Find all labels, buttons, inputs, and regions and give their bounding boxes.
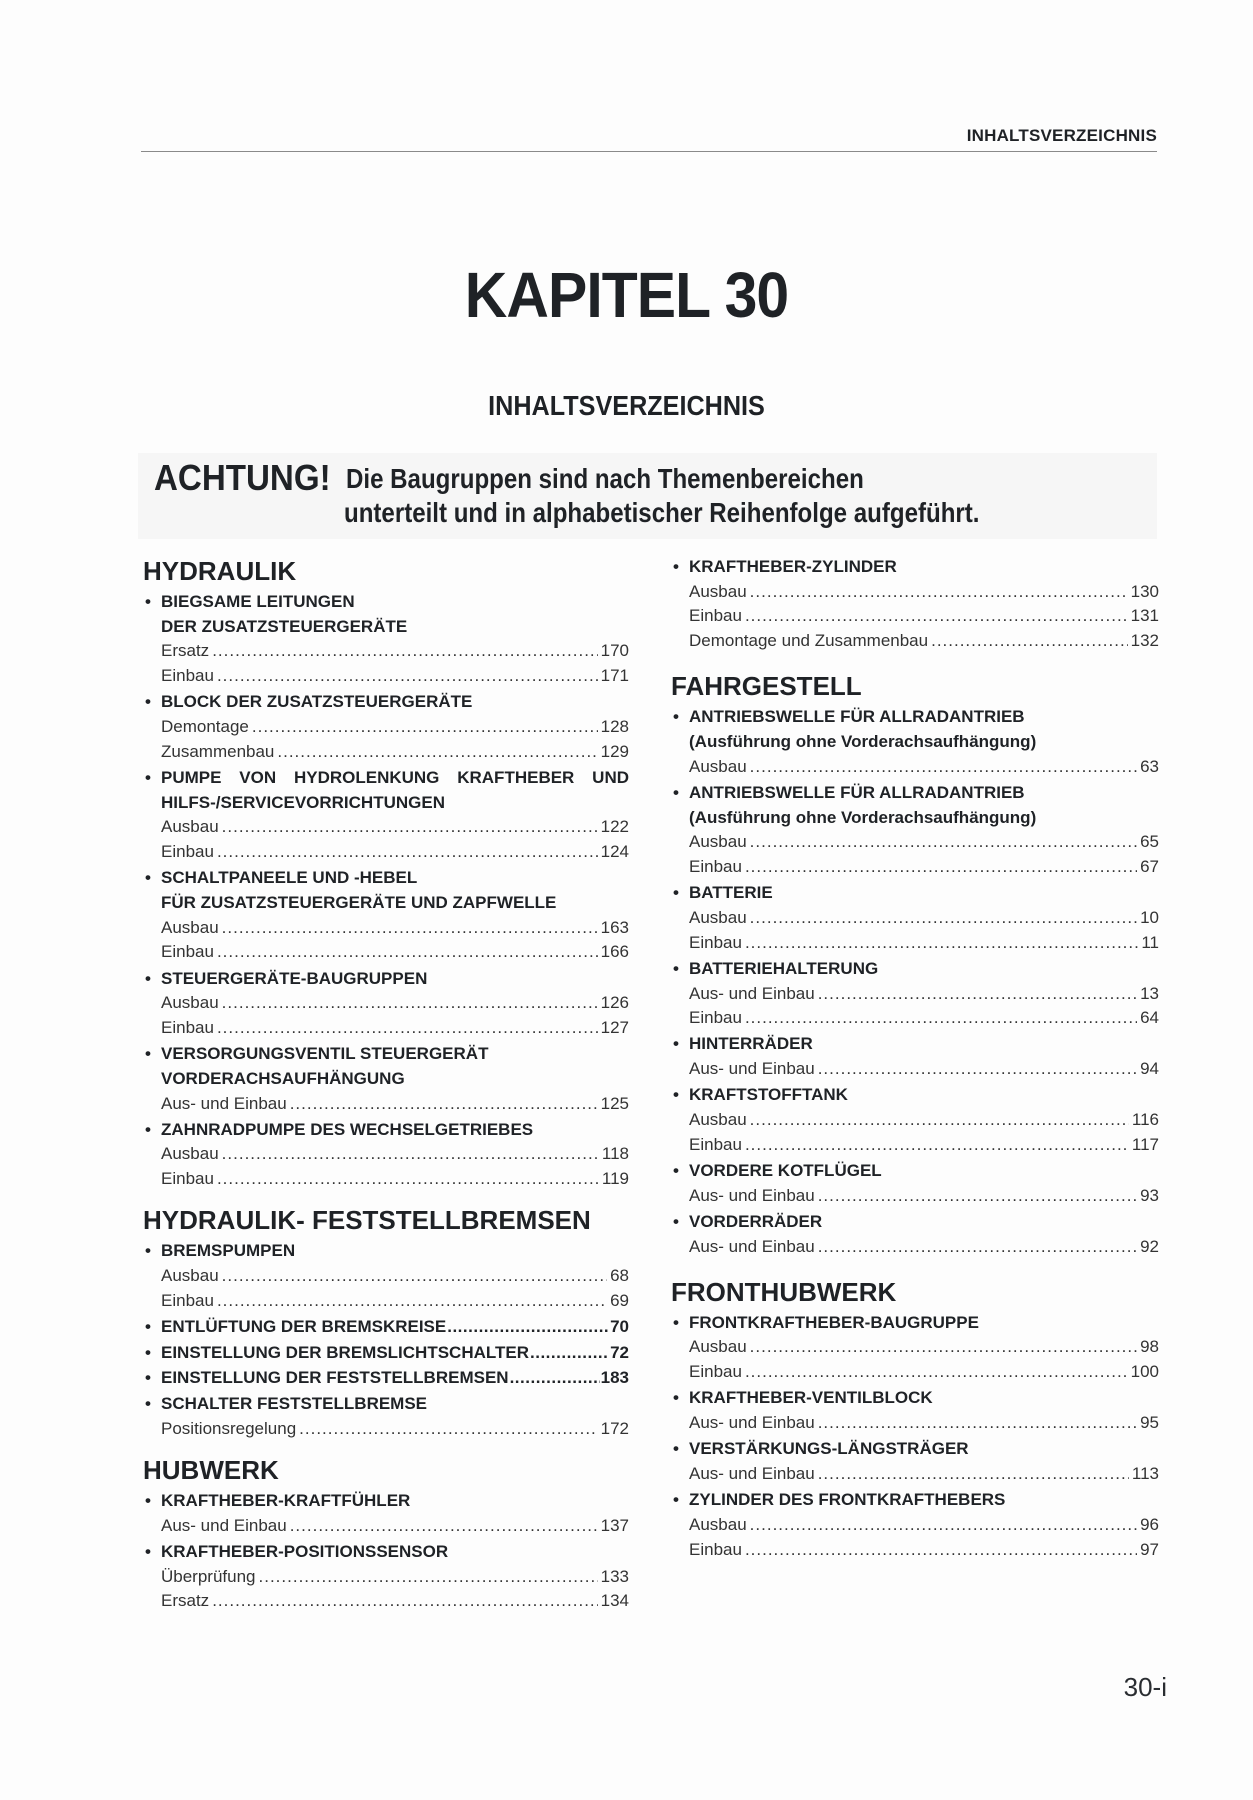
topic-title-line: VORDERACHSAUFHÄNGUNG xyxy=(161,1068,405,1088)
topic-title-line: KRAFTHEBER-KRAFTFÜHLER xyxy=(161,1490,411,1510)
topic-title-line: HILFS-/SERVICEVORRICHTUNGEN xyxy=(161,792,445,812)
toc-entry-link[interactable] xyxy=(689,582,1159,602)
dot-leader xyxy=(259,1567,598,1587)
dot-leader xyxy=(299,1419,597,1439)
dot-leader xyxy=(750,1515,1137,1535)
page-ref: 116 xyxy=(1131,1110,1159,1129)
dot-leader xyxy=(217,1169,599,1189)
dot-leader xyxy=(252,717,598,737)
topic-title-line: KRAFTHEBER-ZYLINDER xyxy=(689,557,897,576)
page-ref: 166 xyxy=(600,942,629,962)
topic-title-line: (Ausführung ohne Vorderachsaufhängung) xyxy=(689,807,1037,827)
bullet-icon: • xyxy=(673,1034,679,1054)
bullet-icon: • xyxy=(145,1541,151,1561)
dot-leader xyxy=(745,857,1137,877)
section-heading: HYDRAULIK- FESTSTELLBREMSEN xyxy=(143,1205,591,1236)
page-ref: 117 xyxy=(1131,1134,1159,1154)
dot-leader xyxy=(217,942,598,962)
toc-entry-link[interactable] xyxy=(161,742,629,762)
bullet-icon: • xyxy=(145,1119,151,1139)
page-ref: 64 xyxy=(1140,1008,1159,1028)
entry-label: Ausbau xyxy=(161,917,219,937)
notice-line-2: unterteilt und in alphabetischer Reihenfolge aufgeführt. xyxy=(344,497,980,528)
topic-title-line: BIEGSAME LEITUNGEN xyxy=(161,592,355,611)
entry-label: Einbau xyxy=(689,606,742,626)
toc-entry-link[interactable] xyxy=(689,1008,1159,1028)
topic-title-line: BREMSPUMPEN xyxy=(161,1241,296,1261)
toc-entry-link[interactable] xyxy=(161,1516,629,1536)
page-ref: 131 xyxy=(1130,606,1159,626)
entry-label: Zusammenbau xyxy=(161,741,275,761)
page-ref: 70 xyxy=(610,1316,629,1336)
dot-leader xyxy=(818,1464,1129,1484)
topic-title-line: ZAHNRADPUMPE DES WECHSELGETRIEBES xyxy=(161,1119,534,1139)
bullet-icon: • xyxy=(145,1044,151,1064)
toc-entry-link[interactable] xyxy=(689,1059,1159,1079)
bullet-icon: • xyxy=(673,883,679,903)
page-ref: 126 xyxy=(600,993,629,1013)
toc-entry-link[interactable] xyxy=(689,933,1159,953)
page-ref: 125 xyxy=(600,1093,629,1113)
toc-entry-link[interactable] xyxy=(689,1515,1159,1535)
toc-topic-link[interactable] xyxy=(143,1343,629,1363)
bullet-icon: • xyxy=(673,1160,679,1180)
page-ref: 68 xyxy=(610,1266,629,1285)
entry-label: Ausbau xyxy=(689,756,747,776)
dot-leader xyxy=(222,1266,607,1286)
page-ref: 137 xyxy=(600,1515,629,1535)
toc-entry-link[interactable] xyxy=(161,1291,629,1311)
toc-entry-link[interactable] xyxy=(161,1094,629,1114)
topic-title-line: ZYLINDER DES FRONTKRAFTHEBERS xyxy=(689,1490,1006,1510)
entry-label: Einbau xyxy=(161,666,214,686)
page-ref: 97 xyxy=(1140,1539,1159,1559)
page-ref: 130 xyxy=(1130,581,1159,601)
dot-leader xyxy=(217,842,598,862)
page-ref: 67 xyxy=(1140,857,1159,876)
notice-label: ACHTUNG! xyxy=(154,457,331,498)
toc-entry-link[interactable] xyxy=(689,1110,1159,1130)
dot-leader xyxy=(217,666,598,686)
entry-label: Ausbau xyxy=(689,907,747,927)
entry-label: Aus- und Einbau xyxy=(161,1093,287,1113)
dot-leader xyxy=(745,1008,1137,1028)
topic-title-line: SCHALTER FESTSTELLBREMSE xyxy=(161,1394,428,1413)
bullet-icon: • xyxy=(673,707,679,727)
entry-label: Ausbau xyxy=(689,832,747,852)
entry-label: Ersatz xyxy=(161,1591,210,1611)
toc-entry-link[interactable] xyxy=(689,1464,1159,1484)
toc-entry-link[interactable] xyxy=(161,717,629,737)
entry-label: Aus- und Einbau xyxy=(689,1463,815,1483)
bullet-icon: • xyxy=(145,592,151,611)
toc-entry-link[interactable] xyxy=(161,1266,629,1286)
toc-entry-link[interactable] xyxy=(689,1186,1159,1206)
entry-label: Aus- und Einbau xyxy=(689,983,815,1003)
running-head: INHALTSVERZEICHNIS xyxy=(966,126,1157,145)
page-ref: 128 xyxy=(600,717,629,736)
dot-leader xyxy=(222,1144,599,1164)
entry-label: Aus- und Einbau xyxy=(689,1059,815,1079)
topic-title: ENTLÜFTUNG DER BREMSKREISE xyxy=(161,1316,447,1336)
page-ref: 11 xyxy=(1141,932,1159,952)
entry-label: Einbau xyxy=(689,1134,742,1154)
dot-leader xyxy=(447,1317,609,1337)
toc-entry-link[interactable] xyxy=(161,666,629,686)
dot-leader xyxy=(510,1368,600,1388)
topic-title-line: BLOCK DER ZUSATZSTEUERGERÄTE xyxy=(161,692,473,712)
page-ref: 113 xyxy=(1131,1463,1159,1483)
entry-label: Aus- und Einbau xyxy=(689,1185,815,1205)
toc-entry-link[interactable] xyxy=(689,1362,1159,1382)
toc-entry-link[interactable] xyxy=(161,1567,629,1587)
entry-label: Einbau xyxy=(161,1169,214,1189)
topic-title-line: PUMPE VON HYDROLENKUNG KRAFTHEBER UND xyxy=(161,767,629,787)
topic-title-line: VERSTÄRKUNGS-LÄNGSTRÄGER xyxy=(689,1439,969,1459)
topic-title: EINSTELLUNG DER FESTSTELLBREMSEN xyxy=(161,1368,509,1388)
dot-leader xyxy=(750,908,1137,928)
page-ref: 172 xyxy=(600,1418,629,1438)
dot-leader xyxy=(217,1291,607,1311)
page-ref: 72 xyxy=(610,1342,629,1362)
page-ref: 129 xyxy=(600,741,629,761)
bullet-icon: • xyxy=(145,968,151,988)
dot-leader xyxy=(818,984,1137,1004)
bullet-icon: • xyxy=(673,1439,679,1459)
page-ref: 119 xyxy=(601,1169,629,1189)
bullet-icon: • xyxy=(145,1394,151,1413)
dot-leader xyxy=(217,1018,598,1038)
dot-leader xyxy=(745,1362,1128,1382)
bullet-icon: • xyxy=(145,1241,151,1261)
topic-title-line: BATTERIEHALTERUNG xyxy=(689,958,879,978)
entry-label: Ausbau xyxy=(161,993,219,1013)
bullet-icon: • xyxy=(673,1312,679,1332)
bullet-icon: • xyxy=(673,1211,679,1231)
entry-label: Ausbau xyxy=(689,1514,747,1534)
dot-leader xyxy=(750,1110,1129,1130)
page-ref: 122 xyxy=(600,817,629,837)
dot-leader xyxy=(222,993,598,1013)
entry-label: Einbau xyxy=(689,1362,742,1382)
section-heading: FRONTHUBWERK xyxy=(671,1276,897,1307)
dot-leader xyxy=(745,1540,1137,1560)
dot-leader xyxy=(530,1343,609,1363)
dot-leader xyxy=(750,1337,1137,1357)
dot-leader xyxy=(745,1135,1129,1155)
section-heading: FAHRGESTELL xyxy=(671,671,862,702)
page-ref: 124 xyxy=(600,842,629,861)
topic-title-line: ANTRIEBSWELLE FÜR ALLRADANTRIEB xyxy=(689,782,1025,802)
dot-leader xyxy=(818,1059,1137,1079)
entry-label: Aus- und Einbau xyxy=(689,1413,815,1432)
bullet-icon: • xyxy=(145,1368,151,1388)
bullet-icon: • xyxy=(673,782,679,802)
toc-entry-link[interactable] xyxy=(689,1540,1159,1560)
page-ref: 100 xyxy=(1130,1362,1159,1382)
page-ref: 183 xyxy=(600,1368,629,1388)
topic-title-line: BATTERIE xyxy=(689,883,773,903)
dot-leader xyxy=(750,757,1137,777)
entry-label: Ausbau xyxy=(161,817,219,837)
bullet-icon: • xyxy=(145,1342,151,1362)
dot-leader xyxy=(222,817,598,837)
chapter-title: KAPITEL 30 xyxy=(464,259,789,331)
toc-entry-link[interactable] xyxy=(689,984,1159,1004)
toc-entry-link[interactable] xyxy=(689,757,1159,777)
dot-leader xyxy=(212,641,597,661)
entry-label: Einbau xyxy=(161,1017,214,1037)
notice-line-1: Die Baugruppen sind nach Themenbereichen xyxy=(346,463,864,494)
topic-title-line: DER ZUSATZSTEUERGERÄTE xyxy=(161,616,408,636)
page-ref: 98 xyxy=(1140,1337,1159,1357)
topic-title-line: HINTERRÄDER xyxy=(689,1034,813,1054)
entry-label: Aus- und Einbau xyxy=(689,1236,815,1256)
toc-entry-link[interactable] xyxy=(689,606,1159,626)
page-ref: 65 xyxy=(1140,832,1159,852)
entry-label: Überprüfung xyxy=(161,1566,256,1586)
page-ref: 134 xyxy=(600,1591,629,1611)
dot-leader xyxy=(750,832,1137,852)
page-ref: 10 xyxy=(1140,907,1159,927)
dot-leader xyxy=(818,1237,1137,1257)
dot-leader xyxy=(745,933,1138,953)
entry-label: Einbau xyxy=(161,842,214,861)
topic-title-line: STEUERGERÄTE-BAUGRUPPEN xyxy=(161,968,428,988)
topic-title-line: KRAFTSTOFFTANK xyxy=(689,1085,848,1105)
entry-label: Einbau xyxy=(689,1539,742,1559)
topic-title-line: FÜR ZUSATZSTEUERGERÄTE UND ZAPFWELLE xyxy=(161,892,557,912)
toc-subtitle: INHALTSVERZEICHNIS xyxy=(488,390,765,421)
toc-entry-link[interactable] xyxy=(161,1169,629,1189)
dot-leader xyxy=(222,918,598,938)
entry-label: Einbau xyxy=(161,1290,214,1310)
dot-leader xyxy=(290,1094,598,1114)
bullet-icon: • xyxy=(673,557,679,576)
toc-topic-link[interactable] xyxy=(143,1368,629,1388)
toc-entry-link[interactable] xyxy=(161,942,629,962)
bullet-icon: • xyxy=(673,1085,679,1105)
topic-title-line: (Ausführung ohne Vorderachsaufhängung) xyxy=(689,732,1037,751)
toc-entry-link[interactable] xyxy=(689,1413,1159,1433)
page-ref: 132 xyxy=(1130,631,1159,651)
topic-title-line: KRAFTHEBER-VENTILBLOCK xyxy=(689,1388,933,1408)
entry-label: Ausbau xyxy=(161,1144,219,1164)
bullet-icon: • xyxy=(145,868,151,888)
page-ref: 95 xyxy=(1140,1413,1159,1432)
dot-leader xyxy=(931,631,1128,651)
topic-title-line: VORDERE KOTFLÜGEL xyxy=(689,1160,882,1180)
bullet-icon: • xyxy=(673,1490,679,1510)
page-ref: 163 xyxy=(600,917,629,937)
page-ref: 94 xyxy=(1140,1059,1159,1079)
toc-entry-link[interactable] xyxy=(161,918,629,938)
toc-entry-link[interactable] xyxy=(161,1419,629,1439)
page-ref: 133 xyxy=(600,1566,629,1586)
entry-label: Ersatz xyxy=(161,641,210,661)
page-ref: 118 xyxy=(601,1144,629,1164)
topic-title-line: VORDERRÄDER xyxy=(689,1211,823,1231)
entry-label: Aus- und Einbau xyxy=(161,1515,287,1535)
page-ref: 63 xyxy=(1140,756,1159,776)
entry-label: Einbau xyxy=(161,942,214,962)
bullet-icon: • xyxy=(673,958,679,978)
toc-entry-link[interactable] xyxy=(689,832,1159,852)
page-ref: 96 xyxy=(1140,1514,1159,1534)
bullet-icon: • xyxy=(145,1490,151,1510)
page-ref: 171 xyxy=(600,666,629,686)
toc-entry-link[interactable] xyxy=(161,993,629,1013)
entry-label: Einbau xyxy=(689,1008,742,1028)
entry-label: Positionsregelung xyxy=(161,1418,297,1438)
toc-entry-link[interactable] xyxy=(689,857,1159,877)
page-ref: 93 xyxy=(1140,1185,1159,1205)
bullet-icon: • xyxy=(145,1316,151,1336)
dot-leader xyxy=(212,1591,597,1611)
page-ref: 170 xyxy=(600,641,629,661)
page-ref: 13 xyxy=(1140,983,1159,1003)
entry-label: Ausbau xyxy=(689,581,747,601)
bullet-icon: • xyxy=(145,767,151,787)
entry-label: Ausbau xyxy=(161,1266,219,1285)
section-heading: HUBWERK xyxy=(143,1454,279,1485)
topic-title-line: FRONTKRAFTHEBER-BAUGRUPPE xyxy=(689,1312,979,1332)
topic-title: EINSTELLUNG DER BREMSLICHTSCHALTER xyxy=(161,1342,530,1362)
dot-leader xyxy=(818,1186,1137,1206)
toc-entry-link[interactable] xyxy=(161,842,629,862)
toc-entry-link[interactable] xyxy=(689,1337,1159,1357)
toc-entry-link[interactable] xyxy=(689,1237,1159,1257)
toc-entry-link[interactable] xyxy=(161,1591,629,1611)
toc-entry-link[interactable] xyxy=(161,1018,629,1038)
entry-label: Demontage xyxy=(161,717,249,736)
dot-leader xyxy=(277,742,597,762)
bullet-icon: • xyxy=(673,1388,679,1408)
page-number: 30-i xyxy=(1123,1672,1167,1702)
page-ref: 69 xyxy=(610,1290,629,1310)
topic-title-line: ANTRIEBSWELLE FÜR ALLRADANTRIEB xyxy=(689,707,1025,727)
toc-entry-link[interactable] xyxy=(689,631,1159,651)
notice-box xyxy=(138,453,1157,539)
page-ref: 127 xyxy=(600,1017,629,1037)
page-ref: 92 xyxy=(1140,1236,1159,1256)
toc-entry-link[interactable] xyxy=(161,817,629,837)
topic-title-line: KRAFTHEBER-POSITIONSSENSOR xyxy=(161,1541,449,1561)
section-heading: HYDRAULIK xyxy=(143,556,297,586)
dot-leader xyxy=(818,1413,1137,1433)
toc-entry-link[interactable] xyxy=(689,908,1159,928)
toc-entry-link[interactable] xyxy=(161,1144,629,1164)
entry-label: Einbau xyxy=(689,857,742,876)
topic-title-line: SCHALTPANEELE UND -HEBEL xyxy=(161,868,418,888)
toc-topic-link[interactable] xyxy=(143,1317,629,1337)
entry-label: Ausbau xyxy=(689,1110,747,1129)
dot-leader xyxy=(290,1516,598,1536)
bullet-icon: • xyxy=(145,692,151,712)
toc-entry-link[interactable] xyxy=(161,641,629,661)
header-rule xyxy=(141,151,1157,152)
entry-label: Demontage und Zusammenbau xyxy=(689,631,929,651)
dot-leader xyxy=(750,582,1128,602)
toc-entry-link[interactable] xyxy=(689,1135,1159,1155)
dot-leader xyxy=(745,606,1128,626)
entry-label: Ausbau xyxy=(689,1337,747,1357)
topic-title-line: VERSORGUNGSVENTIL STEUERGERÄT xyxy=(161,1044,489,1064)
entry-label: Einbau xyxy=(689,932,742,952)
